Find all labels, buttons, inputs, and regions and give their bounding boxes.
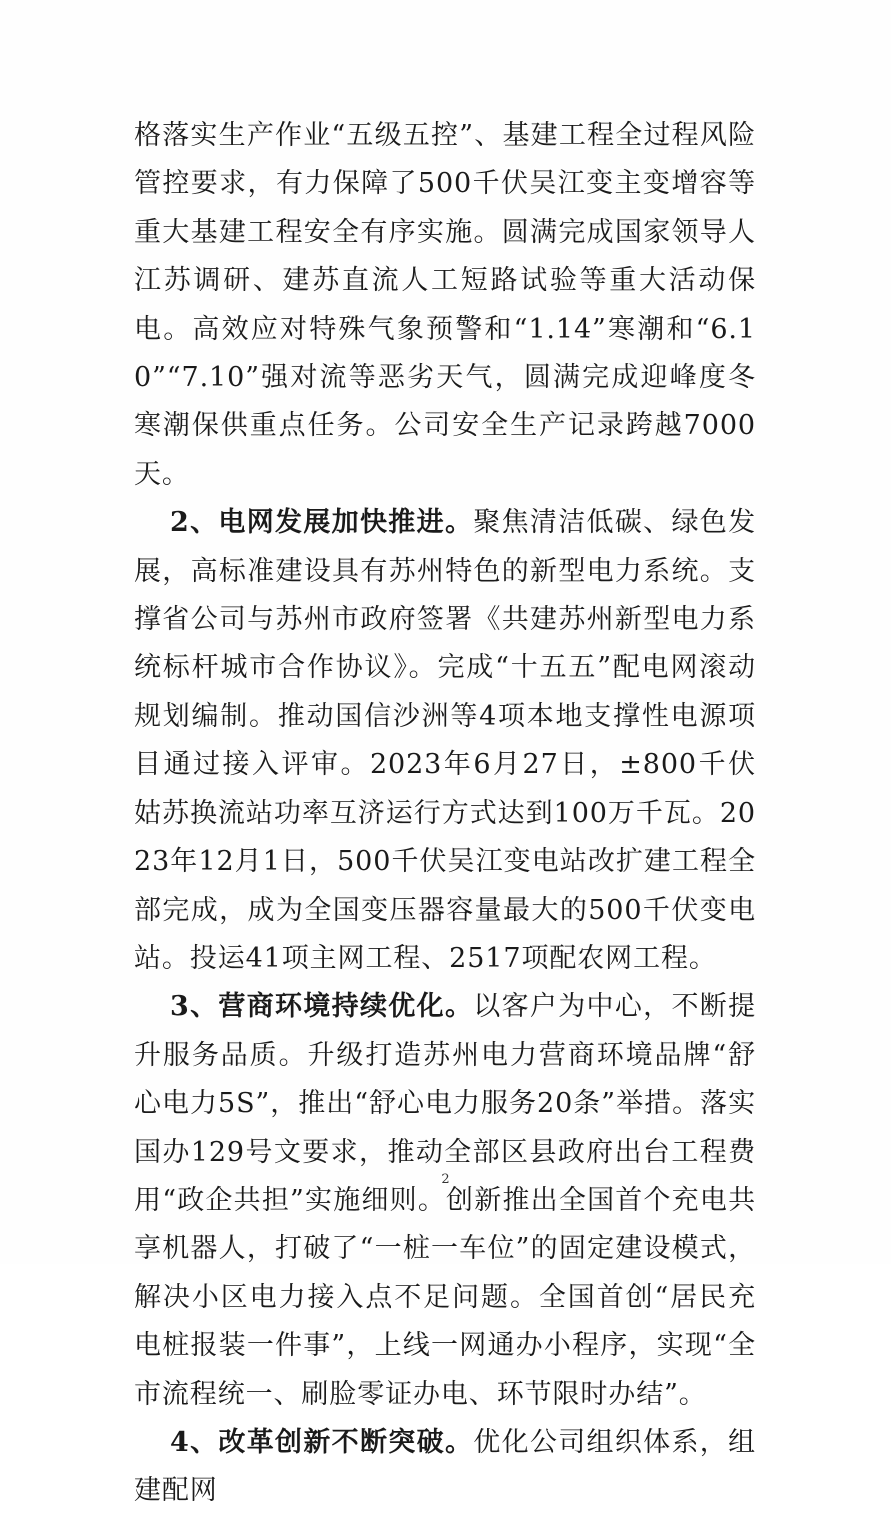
paragraph-heading: 2、电网发展加快推进。 (170, 507, 474, 539)
paragraph-reform-innovation (134, 1419, 756, 1516)
paragraph-heading: 4、改革创新不断突破。 (170, 1426, 474, 1458)
page-number: 2 (441, 1172, 450, 1187)
paragraph-business-environment (134, 983, 756, 1419)
paragraph-grid-development (134, 499, 756, 983)
paragraph-text: 以客户为中心，不断提升服务品质。升级打造苏州电力营商环境品牌“舒心电力5S”，推出“舒心电力服务20条”举措。落实国办129号文要求，推动全部区县政府出台工程费用“政企共担”实施细则。创新推出全国首个充电共享机器人，打破了“一桩一车位”的固定建设模式，解决小区电力接入点不足问题。全国首创“居民充电桩报装一件事”，上线一网通办小程序，实现“全市流程统一、刷脸零证办电、环节限时办结”。 (134, 991, 757, 1410)
paragraph-heading: 3、营商环境持续优化。 (170, 991, 474, 1023)
paragraph-text: 聚焦清洁低碳、绿色发展，高标准建设具有苏州特色的新型电力系统。支撑省公司与苏州市政府签署《共建苏州新型电力系统标杆城市合作协议》。完成“十五五”配电网滚动规划编制。推动国信沙洲等4项本地支撑性电源项目通过接入评审。2023年6月27日，±800千伏姑苏换流站功率互济运行方式达到100万千瓦。2023年12月1日，500千伏吴江变电站改扩建工程全部完成，成为全国变压器容量最大的500千伏变电站。投运41项主网工程、2517项配农网工程。 (134, 507, 757, 974)
paragraph-text: 格落实生产作业“五级五控”、基建工程全过程风险管控要求，有力保障了500千伏吴江变主变增容等重大基建工程安全有序实施。圆满完成国家领导人江苏调研、建苏直流人工短路试验等重大活动保电。高效应对特殊气象预警和“1.14”寒潮和“6.10”“7.10”强对流等恶劣天气，圆满完成迎峰度冬寒潮保供重点任务。公司安全生产记录跨越7000天。 (134, 120, 756, 490)
paragraph-text: 优化公司组织体系，组建配网 (134, 1426, 757, 1507)
paragraph-safety-continued (134, 112, 756, 499)
document-body (134, 112, 756, 1516)
